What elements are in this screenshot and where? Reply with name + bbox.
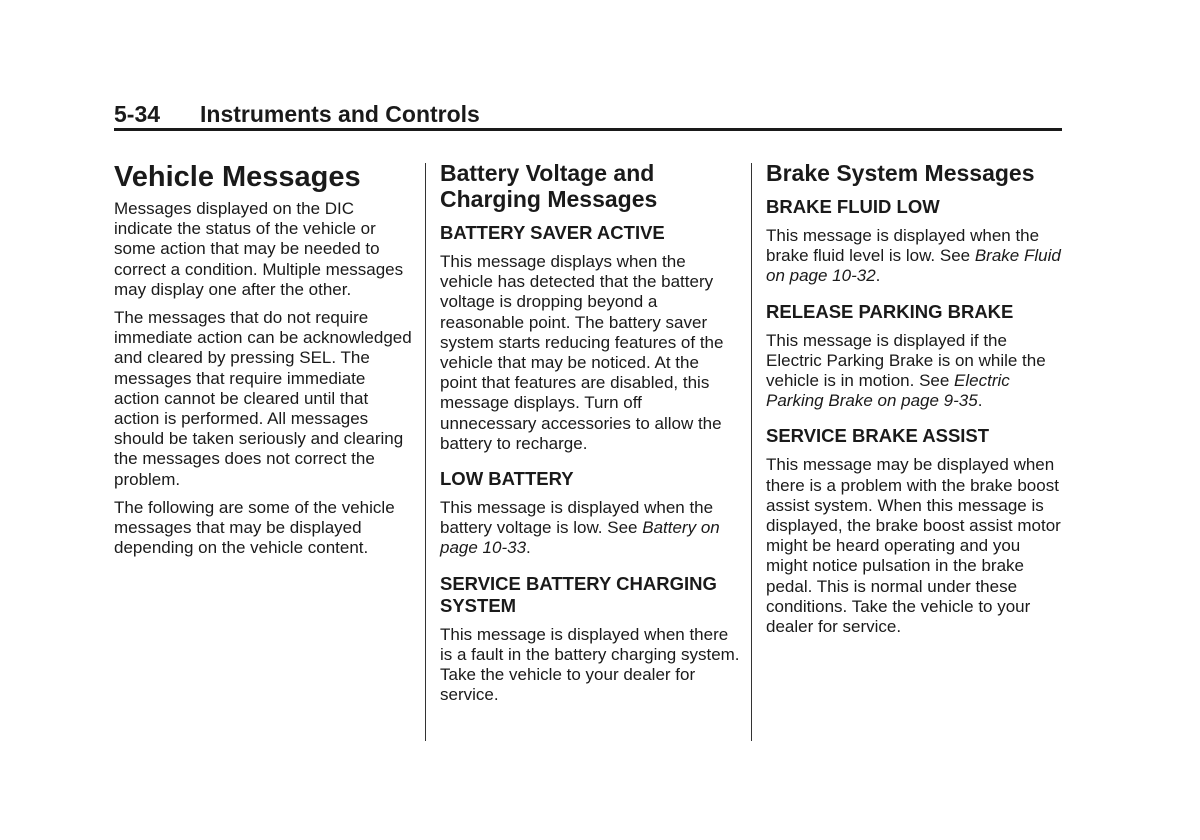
- battery-saver-text: This message displays when the vehicle has detected that the battery voltage is dropping beyond a reasonable point. The battery saver system starts reducing features of the vehicle that may be noticed. At the point that features are disabled, this message displays. Turn off unnecessary accessories to allow the battery to recharge.: [440, 252, 724, 453]
- service-battery-text: This message is displayed when there is a fault in the battery charging system. Take the vehicle to your dealer for service.: [440, 624, 740, 705]
- brake-fluid-text: This message is displayed when the brake fluid level is low. See: [766, 226, 1040, 266]
- brake-fluid-page-reference[interactable]: Brake Fluid on page 10-32: [766, 246, 1061, 286]
- column-brake-messages: [766, 158, 1066, 645]
- sentence-end: .: [526, 538, 531, 558]
- column-vehicle-messages: [114, 158, 412, 566]
- brake-assist-heading: SERVICE BRAKE ASSIST: [766, 425, 990, 447]
- paragraph: The messages that do not require immediate action can be acknowledged and cleared by pressing SEL. The messages that require immediate action cannot be cleared until that action is performed. All messages should be taken seriously and clearing the messages does not correct the problem.: [114, 308, 412, 489]
- battery-page-reference[interactable]: Battery on page 10-33: [440, 518, 720, 558]
- low-battery-heading: LOW BATTERY: [440, 468, 574, 490]
- brake-messages-title: Brake System Messages: [766, 160, 1035, 186]
- column-divider: [425, 163, 426, 741]
- battery-messages-title: Battery Voltage and Charging Messages: [440, 160, 658, 212]
- vehicle-messages-title: Vehicle Messages: [114, 161, 361, 193]
- brake-fluid-heading: BRAKE FLUID LOW: [766, 196, 940, 217]
- brake-assist-text: This message may be displayed when there is a problem with the brake boost assist system. When this message is displayed, the brake boost assist motor might be heard operating and you might notice pulsation in the brake pedal. This is normal under these conditions. Take the vehicle to your dealer for service.: [766, 455, 1061, 637]
- release-parking-text: This message is displayed if the Electric Parking Brake is on while the vehicle is in motion. See: [766, 330, 1046, 391]
- page-header: [114, 100, 1062, 131]
- parking-brake-page-reference[interactable]: Electric Parking Brake on page 9-35: [766, 371, 1010, 411]
- sentence-end: .: [977, 391, 983, 411]
- release-parking-heading: RELEASE PARKING BRAKE: [766, 300, 1014, 322]
- paragraph: The following are some of the vehicle messages that may be displayed depending on the vehicle content.: [114, 497, 395, 558]
- battery-saver-heading: BATTERY SAVER ACTIVE: [440, 222, 665, 243]
- paragraph: Messages displayed on the DIC indicate the status of the vehicle or some action that may be needed to correct a condition. Multiple messages may display one after the other.: [114, 199, 404, 299]
- column-divider: [751, 163, 752, 741]
- service-battery-heading: SERVICE BATTERY CHARGING SYSTEM: [440, 572, 717, 616]
- brake-fluid-paragraph: [766, 226, 1066, 287]
- column-battery-messages: [440, 158, 740, 713]
- section-title: Instruments and Controls: [200, 101, 480, 127]
- sentence-end: .: [875, 266, 881, 286]
- low-battery-text: This message is displayed when the battery voltage is low. See: [440, 498, 714, 538]
- release-parking-paragraph: [766, 331, 1066, 412]
- page-number: 5-34: [114, 101, 161, 127]
- low-battery-paragraph: [440, 498, 740, 559]
